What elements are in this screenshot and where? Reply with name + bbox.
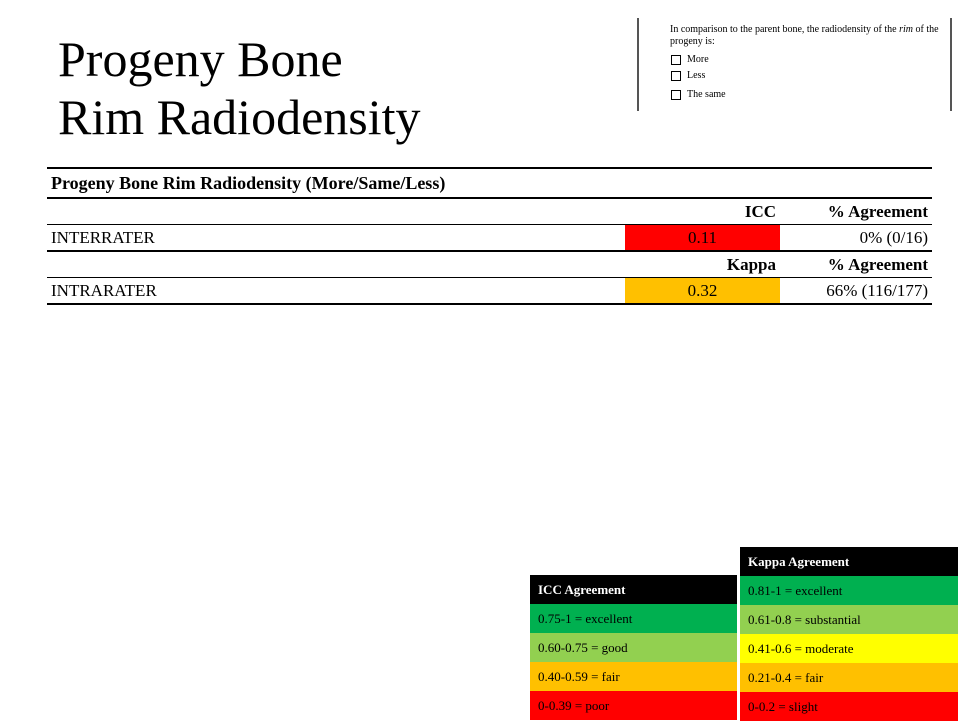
form-question-text xyxy=(670,24,940,48)
inter-header-row xyxy=(47,198,932,225)
option-label: The same xyxy=(687,89,726,100)
kappa-legend-slight: 0-0.2 = slight xyxy=(740,692,958,721)
kappa-legend-fair: 0.21-0.4 = fair xyxy=(740,663,958,692)
question-text-end: of the progeny is: xyxy=(670,24,939,47)
intrarater-label: INTRARATER xyxy=(47,278,625,305)
kappa-legend-substantial: 0.61-0.8 = substantial xyxy=(740,605,958,634)
icc-legend-poor: 0-0.39 = poor xyxy=(530,691,737,720)
kappa-legend-moderate: 0.41-0.6 = moderate xyxy=(740,634,958,663)
kappa-header: Kappa xyxy=(625,251,780,278)
agreement-table xyxy=(47,167,932,305)
interrater-label: INTERRATER xyxy=(47,225,625,252)
icc-legend-good: 0.60-0.75 = good xyxy=(530,633,737,662)
checkbox-icon[interactable] xyxy=(671,71,681,81)
option-label: More xyxy=(687,54,709,65)
form-question-excerpt xyxy=(637,18,952,111)
kappa-legend-header: Kappa Agreement xyxy=(740,547,958,576)
icc-header: ICC xyxy=(625,198,780,225)
title-line-1: Progeny Bone xyxy=(58,31,343,87)
option-the-same[interactable] xyxy=(671,88,726,102)
empty-cell xyxy=(47,251,625,278)
question-text-emphasis: rim xyxy=(899,24,914,35)
option-less[interactable] xyxy=(671,69,705,83)
intra-header-row xyxy=(47,251,932,278)
question-text-start: In comparison to the parent bone, the radiodensity of the xyxy=(670,24,900,35)
checkbox-icon[interactable] xyxy=(671,90,681,100)
pct-agreement-header: % Agreement xyxy=(780,198,932,225)
icc-legend-excellent: 0.75-1 = excellent xyxy=(530,604,737,633)
intrarater-kappa-value: 0.32 xyxy=(625,278,780,305)
option-label: Less xyxy=(687,70,706,81)
checkbox-icon[interactable] xyxy=(671,55,681,65)
icc-legend-header: ICC Agreement xyxy=(530,575,737,604)
page-title xyxy=(58,30,421,146)
table-caption: Progeny Bone Rim Radiodensity (More/Same/Less) xyxy=(47,168,932,198)
interrater-icc-value: 0.11 xyxy=(625,225,780,252)
interrater-pct-agreement: 0% (0/16) xyxy=(780,225,932,252)
pct-agreement-header: % Agreement xyxy=(780,251,932,278)
kappa-agreement-legend xyxy=(740,547,958,720)
option-more[interactable] xyxy=(671,53,709,67)
interrater-row xyxy=(47,225,932,252)
title-line-2: Rim Radiodensity xyxy=(58,89,421,145)
empty-cell xyxy=(47,198,625,225)
intrarater-pct-agreement: 66% (116/177) xyxy=(780,278,932,305)
table-caption-row xyxy=(47,168,932,198)
kappa-legend-excellent: 0.81-1 = excellent xyxy=(740,576,958,605)
icc-agreement-legend xyxy=(530,575,737,720)
intrarater-row xyxy=(47,278,932,305)
icc-legend-fair: 0.40-0.59 = fair xyxy=(530,662,737,691)
